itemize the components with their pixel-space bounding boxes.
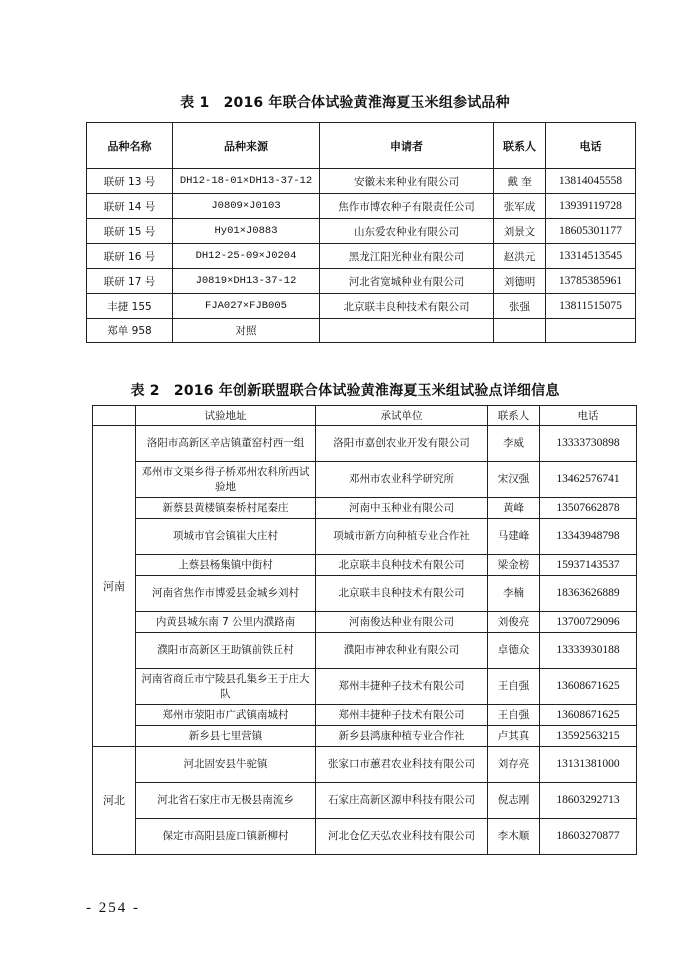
contact-cell: 卢其真 bbox=[488, 726, 540, 747]
trial-address-cell: 河南省焦作市博爱县金城乡刘村 bbox=[136, 576, 316, 612]
phone-cell bbox=[546, 319, 636, 343]
table1-varieties bbox=[86, 122, 636, 343]
table2-row bbox=[93, 669, 637, 705]
trial-address-cell: 河北省石家庄市无极县南流乡 bbox=[136, 783, 316, 819]
contact-cell: 倪志刚 bbox=[488, 783, 540, 819]
variety-source-cell: FJA027×FJB005 bbox=[173, 294, 320, 319]
trial-address-cell: 内黄县城东南 7 公里内濮路南 bbox=[136, 612, 316, 633]
table2-row bbox=[93, 426, 637, 462]
phone-cell: 13131381000 bbox=[540, 747, 637, 783]
header-trial-unit: 承试单位 bbox=[316, 406, 488, 426]
trial-address-cell: 新蔡县黄楼镇秦桥村尾秦庄 bbox=[136, 498, 316, 519]
phone-cell: 18603270877 bbox=[540, 819, 637, 855]
phone-cell: 13700729096 bbox=[540, 612, 637, 633]
phone-cell: 18363626889 bbox=[540, 576, 637, 612]
variety-name-cell: 联研 14 号 bbox=[87, 194, 173, 219]
trial-unit-cell: 濮阳市神农种业有限公司 bbox=[316, 633, 488, 669]
trial-unit-cell: 河北仓亿天弘农业科技有限公司 bbox=[316, 819, 488, 855]
header-phone: 电话 bbox=[546, 123, 636, 169]
variety-source-cell: Hy01×J0883 bbox=[173, 219, 320, 244]
table1-row bbox=[87, 319, 636, 343]
phone-cell: 18603292713 bbox=[540, 783, 637, 819]
variety-name-cell: 郑单 958 bbox=[87, 319, 173, 343]
header-phone: 电话 bbox=[540, 406, 637, 426]
trial-unit-cell: 新乡县鸿康种植专业合作社 bbox=[316, 726, 488, 747]
contact-cell: 卓德众 bbox=[488, 633, 540, 669]
trial-unit-cell: 河南中玉种业有限公司 bbox=[316, 498, 488, 519]
table2-row bbox=[93, 783, 637, 819]
table2-row bbox=[93, 555, 637, 576]
table2-trial-sites bbox=[92, 405, 637, 855]
table1-row bbox=[87, 169, 636, 194]
trial-unit-cell: 郑州丰捷种子技术有限公司 bbox=[316, 669, 488, 705]
table2-row bbox=[93, 576, 637, 612]
header-contact: 联系人 bbox=[494, 123, 546, 169]
phone-cell: 13608671625 bbox=[540, 669, 637, 705]
contact-cell: 梁金榜 bbox=[488, 555, 540, 576]
header-applicant: 申请者 bbox=[320, 123, 494, 169]
applicant-cell: 黑龙江阳光种业有限公司 bbox=[320, 244, 494, 269]
table2-row bbox=[93, 819, 637, 855]
variety-source-cell: 对照 bbox=[173, 319, 320, 343]
header-variety-name: 品种名称 bbox=[87, 123, 173, 169]
phone-cell: 13333930188 bbox=[540, 633, 637, 669]
variety-name-cell: 联研 13 号 bbox=[87, 169, 173, 194]
contact-cell: 张强 bbox=[494, 294, 546, 319]
phone-cell: 13343948798 bbox=[540, 519, 637, 555]
trial-unit-cell: 邓州市农业科学研究所 bbox=[316, 462, 488, 498]
trial-address-cell: 河北固安县牛驼镇 bbox=[136, 747, 316, 783]
applicant-cell: 山东爱农种业有限公司 bbox=[320, 219, 494, 244]
table1-row bbox=[87, 244, 636, 269]
trial-address-cell: 郑州市荥阳市广武镇南城村 bbox=[136, 705, 316, 726]
table2-header-row bbox=[93, 406, 637, 426]
header-contact: 联系人 bbox=[488, 406, 540, 426]
table2-row bbox=[93, 726, 637, 747]
contact-cell: 宋汉强 bbox=[488, 462, 540, 498]
contact-cell: 刘德明 bbox=[494, 269, 546, 294]
trial-address-cell: 新乡县七里营镇 bbox=[136, 726, 316, 747]
trial-unit-cell: 郑州丰捷种子技术有限公司 bbox=[316, 705, 488, 726]
contact-cell: 马建峰 bbox=[488, 519, 540, 555]
contact-cell: 戴 奎 bbox=[494, 169, 546, 194]
phone-cell: 13785385961 bbox=[546, 269, 636, 294]
contact-cell: 刘存亮 bbox=[488, 747, 540, 783]
table1-row bbox=[87, 269, 636, 294]
phone-cell: 13814045558 bbox=[546, 169, 636, 194]
contact-cell: 张军成 bbox=[494, 194, 546, 219]
variety-source-cell: DH12-18-01×DH13-37-12 bbox=[173, 169, 320, 194]
variety-name-cell: 丰捷 155 bbox=[87, 294, 173, 319]
variety-source-cell: DH12-25-09×J0204 bbox=[173, 244, 320, 269]
trial-unit-cell: 北京联丰良种技术有限公司 bbox=[316, 576, 488, 612]
variety-source-cell: J0819×DH13-37-12 bbox=[173, 269, 320, 294]
table1-row bbox=[87, 219, 636, 244]
trial-unit-cell: 石家庄高新区源申科技有限公司 bbox=[316, 783, 488, 819]
phone-cell: 13333730898 bbox=[540, 426, 637, 462]
table2-row bbox=[93, 633, 637, 669]
table1-row bbox=[87, 294, 636, 319]
variety-name-cell: 联研 16 号 bbox=[87, 244, 173, 269]
phone-cell: 13608671625 bbox=[540, 705, 637, 726]
phone-cell: 13462576741 bbox=[540, 462, 637, 498]
table2-row bbox=[93, 498, 637, 519]
trial-address-cell: 项城市官会镇崔大庄村 bbox=[136, 519, 316, 555]
applicant-cell: 河北省宽城种业有限公司 bbox=[320, 269, 494, 294]
applicant-cell bbox=[320, 319, 494, 343]
table2-row bbox=[93, 519, 637, 555]
contact-cell: 李楠 bbox=[488, 576, 540, 612]
header-province bbox=[93, 406, 136, 426]
contact-cell: 赵洪元 bbox=[494, 244, 546, 269]
contact-cell: 王自强 bbox=[488, 669, 540, 705]
table1-row bbox=[87, 194, 636, 219]
trial-address-cell: 上蔡县杨集镇中街村 bbox=[136, 555, 316, 576]
trial-unit-cell: 北京联丰良种技术有限公司 bbox=[316, 555, 488, 576]
trial-unit-cell: 张家口市蕙君农业科技有限公司 bbox=[316, 747, 488, 783]
header-trial-address: 试验地址 bbox=[136, 406, 316, 426]
table1-title: 表 1 2016 年联合体试验黄淮海夏玉米组参试品种 bbox=[180, 95, 510, 111]
phone-cell: 13314513545 bbox=[546, 244, 636, 269]
trial-unit-cell: 洛阳市嘉创农业开发有限公司 bbox=[316, 426, 488, 462]
contact-cell bbox=[494, 319, 546, 343]
table2-title: 表 2 2016 年创新联盟联合体试验黄淮海夏玉米组试验点详细信息 bbox=[130, 383, 560, 399]
table2-row bbox=[93, 462, 637, 498]
header-variety-source: 品种来源 bbox=[173, 123, 320, 169]
table1-header-row bbox=[87, 123, 636, 169]
variety-source-cell: J0809×J0103 bbox=[173, 194, 320, 219]
page-number: - 254 - bbox=[86, 900, 140, 916]
phone-cell: 18605301177 bbox=[546, 219, 636, 244]
trial-address-cell: 保定市高阳县庞口镇新柳村 bbox=[136, 819, 316, 855]
contact-cell: 刘俊亮 bbox=[488, 612, 540, 633]
contact-cell: 刘景文 bbox=[494, 219, 546, 244]
phone-cell: 13592563215 bbox=[540, 726, 637, 747]
trial-unit-cell: 项城市新方向种植专业合作社 bbox=[316, 519, 488, 555]
contact-cell: 李威 bbox=[488, 426, 540, 462]
table2-row bbox=[93, 612, 637, 633]
trial-address-cell: 洛阳市高新区辛店镇董窑村西一组 bbox=[136, 426, 316, 462]
table2-row bbox=[93, 705, 637, 726]
trial-address-cell: 邓州市文渠乡得子桥邓州农科所西试验地 bbox=[136, 462, 316, 498]
variety-name-cell: 联研 17 号 bbox=[87, 269, 173, 294]
applicant-cell: 北京联丰良种技术有限公司 bbox=[320, 294, 494, 319]
contact-cell: 黄峰 bbox=[488, 498, 540, 519]
trial-address-cell: 濮阳市高新区王助镇前铁丘村 bbox=[136, 633, 316, 669]
phone-cell: 13507662878 bbox=[540, 498, 637, 519]
applicant-cell: 安徽未来种业有限公司 bbox=[320, 169, 494, 194]
table2-row bbox=[93, 747, 637, 783]
province-cell: 河北 bbox=[93, 747, 136, 855]
contact-cell: 王自强 bbox=[488, 705, 540, 726]
applicant-cell: 焦作市博农种子有限责任公司 bbox=[320, 194, 494, 219]
province-cell: 河南 bbox=[93, 426, 136, 747]
trial-address-cell: 河南省商丘市宁陵县孔集乡王于庄大队 bbox=[136, 669, 316, 705]
variety-name-cell: 联研 15 号 bbox=[87, 219, 173, 244]
phone-cell: 13939119728 bbox=[546, 194, 636, 219]
contact-cell: 李木顺 bbox=[488, 819, 540, 855]
phone-cell: 15937143537 bbox=[540, 555, 637, 576]
phone-cell: 13811515075 bbox=[546, 294, 636, 319]
trial-unit-cell: 河南俊达种业有限公司 bbox=[316, 612, 488, 633]
